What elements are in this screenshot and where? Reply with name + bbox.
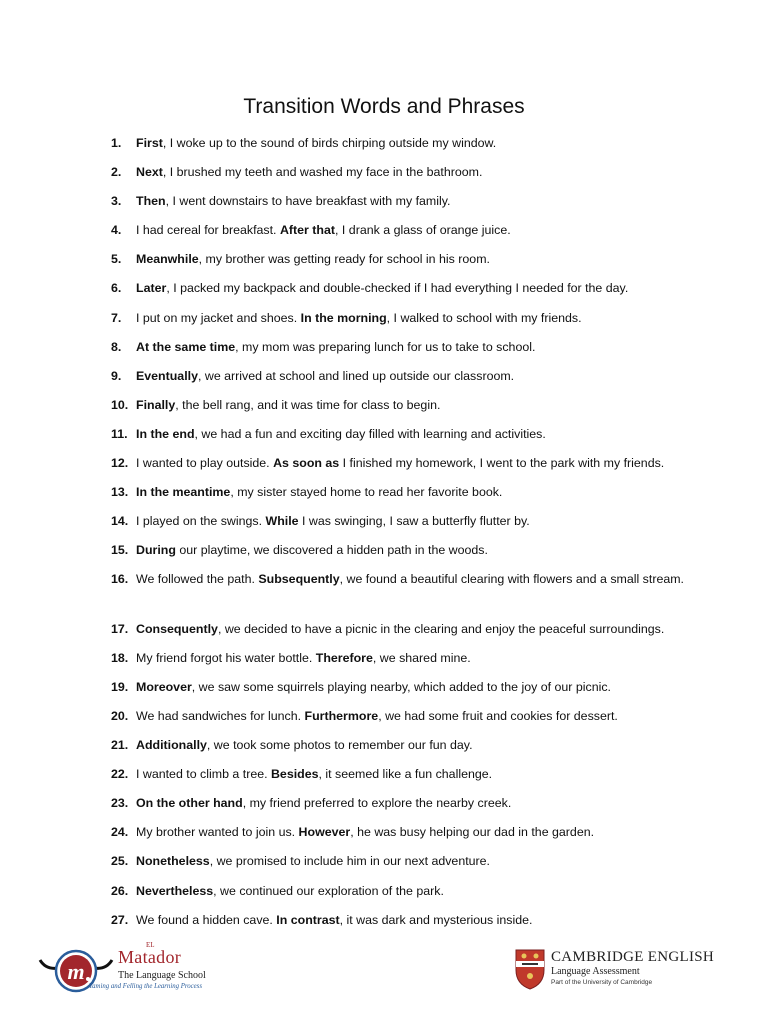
item-sentence [136,511,691,531]
transition-word: However [298,825,351,840]
transition-word: Later [136,281,167,296]
sentence-text: , I woke up to the sound of birds chirping outside my window. [162,136,497,150]
item-number: 1. [111,136,122,150]
svg-text:m: m [67,959,85,984]
sentence-text: , the bell rang, and it was time for class to begin. [175,397,441,412]
matador-el: EL [146,941,155,949]
list-item [0,424,768,453]
list-item [0,619,768,648]
item-sentence [136,395,691,415]
sentence-text: , I packed my backpack and double-checked if I had everything I needed for the day. [166,281,629,296]
item-number: 15. [111,543,129,558]
sentence-text: We followed the path. [136,572,259,587]
sentence-text: , I went downstairs to have breakfast with my family. [165,194,451,209]
sentence-text: , we found a beautiful clearing with flowers and a small stream. [339,572,684,587]
transition-word: In the meantime [136,485,231,500]
sentence-text: I wanted to play outside. [136,456,274,471]
item-sentence [136,569,691,589]
sentence-text: I played on the swings. [136,514,266,529]
sentence-text: , we had a fun and exciting day filled with learning and activities. [194,426,546,441]
transition-word: Therefore [315,650,373,665]
item-number: 3. [111,194,122,209]
cambridge-logo [514,948,754,998]
item-number: 11. [111,426,128,441]
sentence-text: My friend forgot his water bottle. [136,650,316,665]
sentence-text: , I walked to school with my friends. [386,310,582,325]
cambridge-shield-icon [514,948,546,990]
transition-word: Moreover [136,679,192,694]
cambridge-title: CAMBRIDGE ENGLISH [551,949,715,965]
item-number: 24. [111,825,129,840]
item-number: 6. [111,281,122,296]
transition-word: After that [279,223,336,238]
transition-word: Eventually [136,368,198,383]
item-sentence [136,162,691,182]
list-item [0,220,768,249]
list-item [0,793,768,822]
list-item [0,162,768,191]
sentence-text: , we had some fruit and cookies for dessert. [378,708,618,723]
item-sentence [136,424,691,444]
item-number: 13. [111,485,129,500]
sentence-text: , my mom was preparing lunch for us to take to school. [235,339,536,354]
list-item [0,735,768,764]
page-title: Transition Words and Phrases [243,95,525,118]
list-item [0,822,768,851]
list-item [0,851,768,880]
item-sentence [136,220,691,240]
item-sentence [136,249,691,269]
matador-brand: Matador [118,947,182,967]
list-item [0,540,768,569]
list-item [0,191,768,220]
transition-word: Nevertheless [136,883,214,898]
item-number: 7. [111,310,122,325]
sentence-text: , my friend preferred to explore the nearby creek. [242,796,512,811]
sentence-text: , my brother was getting ready for school in his room. [198,252,490,267]
sentence-text: , we continued our exploration of the park. [213,883,444,898]
list-item [0,764,768,793]
item-number: 27. [111,912,129,927]
item-number: 19. [111,679,129,694]
item-number: 23. [111,796,129,811]
sentence-text: , we arrived at school and lined up outside our classroom. [197,368,515,383]
list-item [0,482,768,511]
item-sentence [136,308,691,328]
list-item [0,133,768,162]
sentence-text: our playtime, we discovered a hidden path in the woods. [175,543,488,558]
list-item [0,677,768,706]
item-sentence [136,648,691,668]
sentence-text: , I drank a glass of orange juice. [335,223,511,238]
cambridge-subtitle: Language Assessment [551,966,640,977]
item-sentence [136,540,691,560]
item-sentence [136,851,691,871]
transition-word: On the other hand [136,796,243,811]
matador-school: The Language School [118,970,206,981]
item-number: 16. [111,572,129,587]
list-item [0,278,768,307]
transition-word: Subsequently [258,572,340,587]
item-number: 14. [111,514,129,529]
item-sentence [136,677,691,697]
item-number: 2. [111,165,122,180]
transition-word: While [265,514,299,529]
transition-word: As soon as [273,456,340,471]
item-number: 8. [111,339,122,354]
sentence-text: I was swinging, I saw a butterfly flutter by. [298,514,530,529]
item-sentence [136,764,691,784]
list-item [0,249,768,278]
sentence-text: , my sister stayed home to read her favorite book. [230,485,503,500]
transition-word: Besides [270,767,319,782]
transition-list [0,133,768,939]
item-number: 21. [111,738,129,753]
item-sentence [136,482,691,502]
item-number: 26. [111,883,129,898]
item-sentence [136,366,691,386]
item-sentence [136,191,691,211]
item-number: 12. [111,456,129,471]
transition-word: Additionally [136,738,207,753]
item-sentence [136,822,691,842]
sentence-text: , I brushed my teeth and washed my face in the bathroom. [162,165,483,180]
transition-word: In contrast [276,912,340,927]
sentence-text: I put on my jacket and shoes. [136,310,301,325]
transition-word: Then [136,194,166,209]
transition-word: Next [136,165,163,180]
item-number: 5. [111,252,122,267]
list-item [0,453,768,482]
list-item [0,706,768,735]
sentence-text: , we saw some squirrels playing nearby, which added to the joy of our picnic. [191,679,611,694]
transition-word: First [136,136,163,150]
item-number: 18. [111,650,129,665]
item-number: 10. [111,397,129,412]
item-number: 17. [111,621,129,636]
item-sentence [136,453,691,473]
list-item [0,881,768,910]
item-sentence [136,793,691,813]
sentence-text: , we shared mine. [372,650,471,665]
item-number: 4. [111,223,122,238]
list-item [0,511,768,540]
transition-word: During [136,543,176,558]
transition-word: Meanwhile [136,252,199,267]
sentence-text: I finished my homework, I went to the park with my friends. [339,456,665,471]
item-sentence [136,619,691,639]
transition-word: Furthermore [304,708,379,723]
sentence-text: , we decided to have a picnic in the clearing and enjoy the peaceful surroundings. [217,621,665,636]
transition-word: In the morning [300,310,387,325]
cambridge-part-of: Part of the University of Cambridge [551,979,653,986]
list-item [0,910,768,939]
item-sentence [136,278,691,298]
transition-word: At the same time [136,339,236,354]
sentence-text: We found a hidden cave. [136,912,277,927]
matador-tagline: Taming and Felling the Learning Process [89,983,202,990]
item-number: 22. [111,767,129,782]
sentence-text: I had cereal for breakfast. [136,223,280,238]
list-item [0,395,768,424]
transition-word: Consequently [136,621,218,636]
item-sentence [136,133,691,153]
sentence-text: , we promised to include him in our next adventure. [209,854,491,869]
list-item [0,337,768,366]
sentence-text: We had sandwiches for lunch. [136,708,305,723]
list-item [0,366,768,395]
matador-logo [36,938,236,998]
item-sentence [136,337,691,357]
list-item [0,308,768,337]
transition-word: In the end [136,426,195,441]
sentence-text: , he was busy helping our dad in the garden. [350,825,595,840]
transition-word: Nonetheless [136,854,210,869]
list-item [0,648,768,677]
sentence-text: My brother wanted to join us. [136,825,299,840]
item-number: 25. [111,854,129,869]
item-sentence [136,735,691,755]
sentence-text: , it seemed like a fun challenge. [318,767,493,782]
sentence-text: , it was dark and mysterious inside. [339,912,533,927]
item-number: 9. [111,368,122,383]
item-sentence [136,706,691,726]
sentence-text: , we took some photos to remember our fun day. [206,738,473,753]
item-sentence [136,881,691,901]
transition-word: Finally [136,397,176,412]
item-number: 20. [111,708,129,723]
item-sentence [136,910,691,930]
list-item [0,569,768,618]
sentence-text: I wanted to climb a tree. [136,767,271,782]
